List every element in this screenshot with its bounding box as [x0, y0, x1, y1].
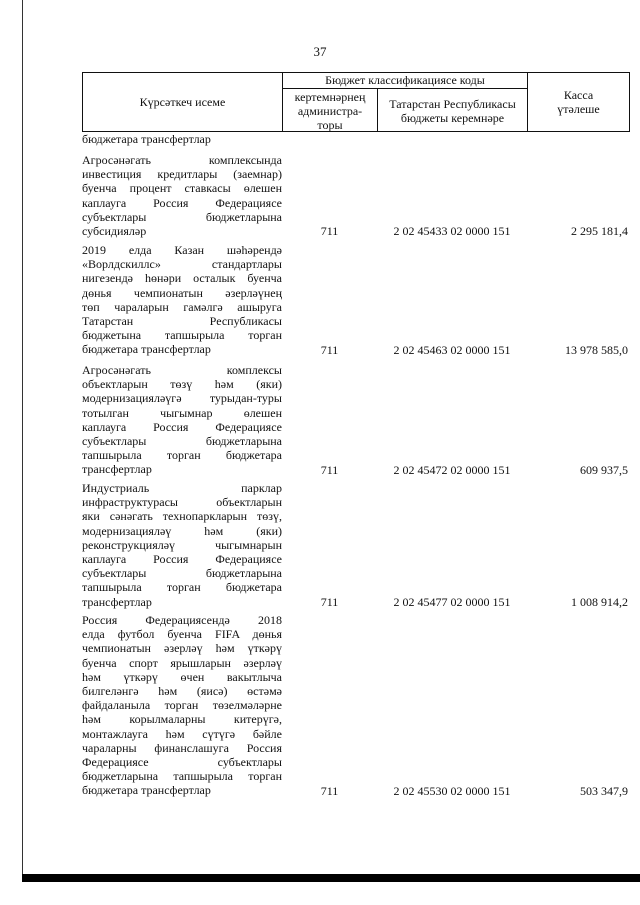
row-description — [82, 243, 282, 357]
description-line: елда футбол буенча FIFA дөнья — [82, 627, 282, 642]
row-budget-code: 2 02 45472 02 0000 151 — [393, 462, 511, 477]
row-admin-code: 711 — [320, 462, 339, 477]
description-line: Россия Федерациясендә 2018 — [82, 613, 282, 627]
description-line: бюджетара трансфертлар — [82, 783, 211, 798]
description-line: һәм корылмаларны китерүгә, — [82, 712, 282, 727]
description-line: субъектлары бюджетларына — [82, 209, 282, 224]
table-row — [82, 481, 630, 609]
row-budget-code: 2 02 45433 02 0000 151 — [393, 224, 511, 239]
row-budget-code: 2 02 45530 02 0000 151 — [393, 783, 511, 798]
header-budget-income-line: бюджеты керемнәре — [400, 111, 505, 125]
row-description — [82, 363, 282, 477]
description-line: буенча спорт ярышларын әзерләү — [82, 655, 282, 670]
table-row — [82, 153, 630, 238]
description-line: Индустриаль парклар — [82, 481, 282, 495]
row-admin-code: 711 — [320, 783, 339, 798]
table-header — [82, 72, 630, 132]
description-line: бюджетара трансфертлар — [82, 342, 211, 357]
header-budget-income — [378, 89, 528, 131]
description-line: дөнья чемпионатын әзерләүнең — [82, 285, 282, 300]
table-row — [82, 613, 630, 798]
header-kassa-line: Касса — [563, 88, 594, 102]
header-kassa-line: үтәлеше — [557, 102, 600, 116]
row-budget-code: 2 02 45477 02 0000 151 — [393, 594, 511, 609]
description-line: тапшырыла торган бюджетара — [82, 580, 282, 595]
description-line: төп чараларын гамәлгә ашыруга — [82, 299, 282, 314]
description-line: Агросәнәгать комплексы — [82, 363, 282, 377]
page-edge-rule — [22, 0, 23, 880]
description-line: нигезендә һөнәри осталык буенча — [82, 271, 282, 286]
row-description — [82, 613, 282, 798]
description-line: субъектлары бюджетларына — [82, 566, 282, 581]
header-admin-line: администра- — [297, 104, 363, 118]
description-line: буенча процент ставкасы өлешен — [82, 181, 282, 196]
description-line: Татарстан Республикасы — [82, 314, 282, 329]
table-row — [82, 243, 630, 357]
description-line: каплауга Россия Федерациясе — [82, 419, 282, 434]
scan-bottom-edge — [22, 874, 640, 882]
description-line: тотылган чыгымнар өлешен — [82, 405, 282, 420]
description-line: чемпионатын әзерләү һәм үткәрү — [82, 641, 282, 656]
page-number: 37 — [313, 44, 327, 59]
row-admin-code: 711 — [320, 594, 339, 609]
description-line: яки сәнәгать технопаркларын төзү, — [82, 509, 282, 524]
table-row — [82, 363, 630, 477]
description-line: бюджетына тапшырыла торган — [82, 328, 282, 343]
description-line: файдаланыла торган төзелмәләрне — [82, 698, 282, 713]
description-line: тапшырыла торган бюджетара — [82, 448, 282, 463]
row-amount: 503 347,9 — [580, 783, 628, 798]
header-budget-income-line: Татарстан Республикасы — [389, 97, 516, 111]
description-line: объектларын төзү һәм (яки) — [82, 377, 282, 392]
description-line: каплауга Россия Федерациясе — [82, 195, 282, 210]
description-line: 2019 елда Казан шәһәрендә — [82, 243, 282, 257]
row-description — [82, 153, 282, 238]
row-amount: 609 937,5 — [580, 462, 628, 477]
row-amount: 13 978 585,0 — [565, 342, 628, 357]
row-admin-code: 711 — [320, 224, 339, 239]
header-budget-classification: Бюджет классификациясе коды — [283, 73, 528, 89]
description-line: каплауга Россия Федерациясе — [82, 552, 282, 567]
row-amount: 2 295 181,4 — [571, 224, 628, 239]
description-line: Агросәнәгать комплексында — [82, 153, 282, 167]
description-line: «Ворлдскиллс» стандартлары — [82, 257, 282, 272]
description-line: монтажлауга һәм сүтүгә бәйле — [82, 726, 282, 741]
description-line: реконструкцияләү чыгымнарын — [82, 537, 282, 552]
header-admin-line: кертемнәрнең — [294, 90, 366, 104]
description-line: чараларны финанслашуга Россия — [82, 740, 282, 755]
description-line: модернизацияләүгә турыдан-туры — [82, 391, 282, 406]
description-line: инвестиция кредитлары (заемнар) — [82, 167, 282, 182]
header-admin — [283, 89, 378, 131]
description-line: субсидияләр — [82, 224, 147, 239]
description-line: субъектлары бюджетларына — [82, 434, 282, 449]
description-line: модернизацияләү һәм (яки) — [82, 523, 282, 538]
table-row — [82, 132, 630, 146]
description-line: бюджетларына тапшырыла торган — [82, 769, 282, 784]
description-line: һәм үткәрү өчен вакытлыча — [82, 669, 282, 684]
description-line: трансфертлар — [82, 462, 152, 477]
header-kassa — [528, 73, 629, 131]
row-admin-code: 711 — [320, 342, 339, 357]
description-line: трансфертлар — [82, 594, 152, 609]
description-line: Федерациясе субъектлары — [82, 755, 282, 770]
header-admin-line: торы — [317, 118, 343, 132]
row-description — [82, 481, 282, 609]
description-line: инфраструктурасы объектларын — [82, 495, 282, 510]
description-line: бюджетара трансфертлар — [82, 132, 211, 146]
header-indicator-name: Күрсәткеч исеме — [83, 73, 283, 131]
description-line: билгеләнгә һәм (яисә) өстәмә — [82, 684, 282, 699]
row-amount: 1 008 914,2 — [571, 594, 628, 609]
row-budget-code: 2 02 45463 02 0000 151 — [393, 342, 511, 357]
row-description — [82, 132, 282, 146]
